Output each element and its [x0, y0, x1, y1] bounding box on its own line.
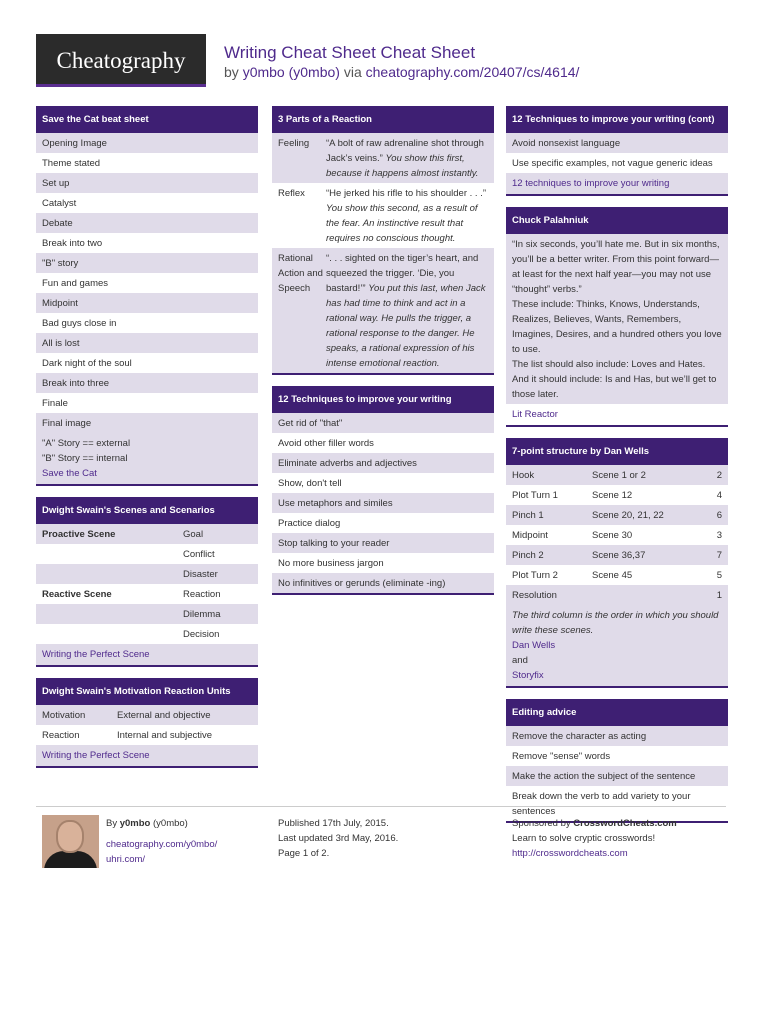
list-item: Opening Image [36, 133, 258, 153]
list-item: Get rid of "that" [272, 413, 494, 433]
paragraph: “In six seconds, you’ll hate me. But in six months, you’ll be a better writer. From this point forward—at least for the next half year—you may not use “thought” verbs.” [512, 238, 720, 295]
table-row [506, 565, 728, 585]
table-cell: 5 [716, 569, 722, 581]
list-item: Avoid nonsexist language [506, 133, 728, 153]
row-value [326, 251, 488, 371]
seven-point-section [506, 438, 728, 688]
list-item: No more business jargon [278, 557, 384, 569]
row-key: Feeling [278, 137, 310, 149]
table-cell: 4 [716, 489, 722, 501]
list-item: Use metaphors and similes [272, 493, 494, 513]
byline [224, 64, 579, 80]
table-cell: Resolution [512, 589, 557, 601]
list-item: Final image [36, 413, 258, 433]
list-item: Avoid other filler words [278, 437, 374, 449]
palahniuk-section [506, 207, 728, 427]
section-footer [36, 644, 258, 665]
list-item: "B" story [36, 253, 258, 273]
table-row [506, 505, 728, 525]
section-footer [36, 433, 258, 484]
section-heading: Chuck Palahniuk [506, 207, 728, 234]
techniques-cont-section [506, 106, 728, 196]
table-row [36, 544, 258, 564]
sponsor-info [512, 816, 677, 861]
section-heading: 12 Techniques to improve your writing (cont) [506, 106, 728, 133]
list-item: Catalyst [42, 197, 77, 209]
table-cell [592, 588, 702, 603]
section-heading: 12 Techniques to improve your writing [272, 386, 494, 413]
list-item: Stop talking to your reader [272, 533, 494, 553]
list-item: Dark night of the soul [42, 357, 132, 369]
column-2 [272, 106, 494, 606]
dan-wells-link[interactable]: Dan Wells [512, 640, 556, 651]
technique-list [272, 413, 494, 593]
list-item: Break down the verb to add variety to your sentences [512, 790, 691, 817]
section-heading: Save the Cat beat sheet [36, 106, 258, 133]
cheatography-logo[interactable]: Cheatography [36, 34, 206, 87]
page-title: Writing Cheat Sheet Cheat Sheet [224, 43, 476, 62]
table-row [506, 545, 728, 565]
table-cell: Midpoint [512, 529, 548, 541]
quote-text: “He jerked his rifle to his shoulder . . .” [326, 187, 486, 199]
published-date: Published 17th July, 2015. [278, 818, 389, 829]
scene-item: Dilemma [183, 608, 221, 620]
paragraph: The list should also include: Loves and Hates. And it should include: Is and Has, but we’ll get to those later. [512, 358, 717, 400]
list-item: No infinitives or gerunds (eliminate -ing) [272, 573, 494, 593]
scene-item: Disaster [183, 568, 218, 580]
section-heading: Dwight Swain's Motivation Reaction Units [36, 678, 258, 705]
table-row [36, 584, 258, 604]
section-heading: Dwight Swain's Scenes and Scenarios [36, 497, 258, 524]
column-1 [36, 106, 258, 779]
via-label: via [343, 64, 362, 80]
row-key: Motivation [42, 709, 86, 721]
perfect-scene-link[interactable]: Writing the Perfect Scene [42, 649, 150, 660]
table-row [506, 465, 728, 485]
page-number: Page 1 of 2. [278, 848, 330, 859]
sponsor-text: Learn to solve cryptic crosswords! [512, 833, 656, 844]
table-cell: Plot Turn 2 [512, 569, 558, 581]
table-row [272, 133, 494, 183]
author-info [106, 816, 217, 867]
by-label: by [224, 64, 239, 80]
explanation-text: You show this second, as a result of the fear. An instinctive result that requires no conscious thought. [326, 202, 478, 244]
list-item: Bad guys close in [42, 317, 117, 329]
author-handle: (y0mbo) [153, 818, 188, 829]
author-name[interactable]: y0mbo [119, 818, 151, 829]
list-item: Finale [42, 397, 68, 409]
reactive-scene-label: Reactive Scene [42, 588, 112, 600]
column-3 [506, 106, 728, 834]
paragraph: These include: Thinks, Knows, Understands, Realizes, Believes, Wants, Remembers, Imagines, Desires, and a hundred others you love to use. [512, 298, 722, 355]
explanation-text: You show this first, because it happens almost instantly. [326, 152, 479, 179]
techniques-section [272, 386, 494, 595]
and-label: and [512, 655, 528, 666]
list-item: Show, don't tell [278, 477, 342, 489]
table-cell: 7 [716, 549, 722, 561]
section-heading: 7-point structure by Dan Wells [506, 438, 728, 465]
list-item: Break into three [36, 373, 258, 393]
by-label: By [106, 818, 118, 829]
table-cell: Pinch 2 [512, 549, 544, 561]
table-row [36, 524, 258, 544]
lit-reactor-link[interactable]: Lit Reactor [512, 409, 558, 420]
section-footer [506, 605, 728, 686]
author-site-link[interactable]: uhri.com/ [106, 854, 146, 865]
quote-text: “A bolt of raw adrenaline shot through Jack’s veins.” [326, 137, 484, 164]
row-value: Internal and subjective [117, 729, 213, 741]
seven-point-table [506, 465, 728, 605]
list-item: Remove the character as acting [506, 726, 728, 746]
author-avatar [42, 815, 99, 868]
row-key: Reflex [278, 187, 305, 199]
table-cell: Scene 12 [592, 489, 633, 501]
row-key: Reaction [42, 729, 80, 741]
note-b-story: "B" Story == internal [42, 453, 128, 464]
scene-item: Conflict [183, 548, 215, 560]
save-the-cat-section [36, 106, 258, 486]
table-row [36, 604, 258, 624]
table-row [272, 248, 494, 373]
table-row [36, 705, 258, 725]
mru-section [36, 678, 258, 768]
author-link[interactable]: y0mbo (y0mbo) [242, 64, 340, 80]
perfect-scene-link[interactable]: Writing the Perfect Scene [42, 750, 150, 761]
section-footer [506, 173, 728, 194]
storyfix-link[interactable]: Storyfix [512, 670, 544, 681]
publish-info [278, 816, 398, 861]
row-value: External and objective [117, 709, 211, 721]
row-value [326, 136, 488, 181]
scenes-section [36, 497, 258, 667]
list-item: Theme stated [42, 157, 101, 169]
row-key: Rational Action and Speech [278, 252, 323, 294]
table-row [506, 525, 728, 545]
updated-date: Last updated 3rd May, 2016. [278, 833, 399, 844]
quote-text: “. . . sighted on the tiger’s heart, and squeezed the trigger. ‘Die, you bastard!’” [326, 252, 479, 294]
list-item: Remove "sense" words [512, 750, 611, 762]
note-a-story: "A" Story == external [42, 438, 131, 449]
table-cell: 2 [716, 469, 722, 481]
list-item: Midpoint [36, 293, 258, 313]
note-text: The third column is the order in which you should write these scenes. [512, 610, 719, 636]
author-profile-link[interactable]: cheatography.com/y0mbo/ [106, 839, 218, 850]
list-item: Eliminate adverbs and adjectives [272, 453, 494, 473]
proactive-scene-label: Proactive Scene [42, 528, 116, 540]
table-row [36, 624, 258, 644]
palahniuk-text [506, 234, 728, 404]
table-cell: Pinch 1 [512, 509, 544, 521]
table-cell: Hook [512, 469, 535, 481]
list-item: Use specific examples, not vague generic ideas [512, 157, 713, 169]
row-value [326, 186, 488, 246]
list-item: Set up [36, 173, 258, 193]
table-cell: Scene 45 [592, 569, 633, 581]
table-cell: 1 [716, 589, 722, 601]
scene-item: Reaction [183, 588, 221, 600]
save-the-cat-link[interactable]: Save the Cat [42, 468, 97, 479]
list-item: Make the action the subject of the sentence [506, 766, 728, 786]
list-item: All is lost [36, 333, 258, 353]
table-row [272, 183, 494, 248]
reaction-section [272, 106, 494, 375]
table-cell: Scene 30 [592, 529, 633, 541]
table-cell: 6 [716, 509, 722, 521]
editing-section [506, 699, 728, 823]
sponsored-label: Sponsored by [512, 818, 571, 829]
beat-list [36, 133, 258, 433]
table-row [36, 564, 258, 584]
section-heading: Editing advice [506, 699, 728, 726]
list-item: Debate [36, 213, 258, 233]
list-item: Fun and games [42, 277, 109, 289]
table-row [36, 725, 258, 745]
section-footer [36, 745, 258, 766]
page-footer [36, 806, 726, 865]
table-row [506, 585, 728, 605]
table-cell: Scene 36,37 [592, 549, 646, 561]
list-item: Break into two [42, 237, 103, 249]
list-item: Practice dialog [278, 517, 341, 529]
sponsor-name[interactable]: CrosswordCheats.com [573, 818, 677, 829]
table-cell: Scene 1 or 2 [592, 469, 646, 481]
table-cell: Scene 20, 21, 22 [592, 509, 664, 521]
techniques-link[interactable]: 12 techniques to improve your writing [512, 178, 670, 189]
explanation-text: You put this last, when Jack has had time to think and act in a rational way. He pulls the trigger, a rational response to the danger. He speaks, a rational expression of his intense emotional reaction. [326, 282, 486, 369]
section-footer [506, 404, 728, 425]
table-cell: 3 [716, 529, 722, 541]
scene-item: Decision [183, 628, 220, 640]
table-cell: Plot Turn 1 [512, 489, 558, 501]
section-heading: 3 Parts of a Reaction [272, 106, 494, 133]
scene-item: Goal [183, 528, 204, 540]
sponsor-link[interactable]: http://crosswordcheats.com [512, 848, 628, 859]
table-row [506, 485, 728, 505]
sheet-url-link[interactable]: cheatography.com/20407/cs/4614/ [365, 64, 580, 80]
